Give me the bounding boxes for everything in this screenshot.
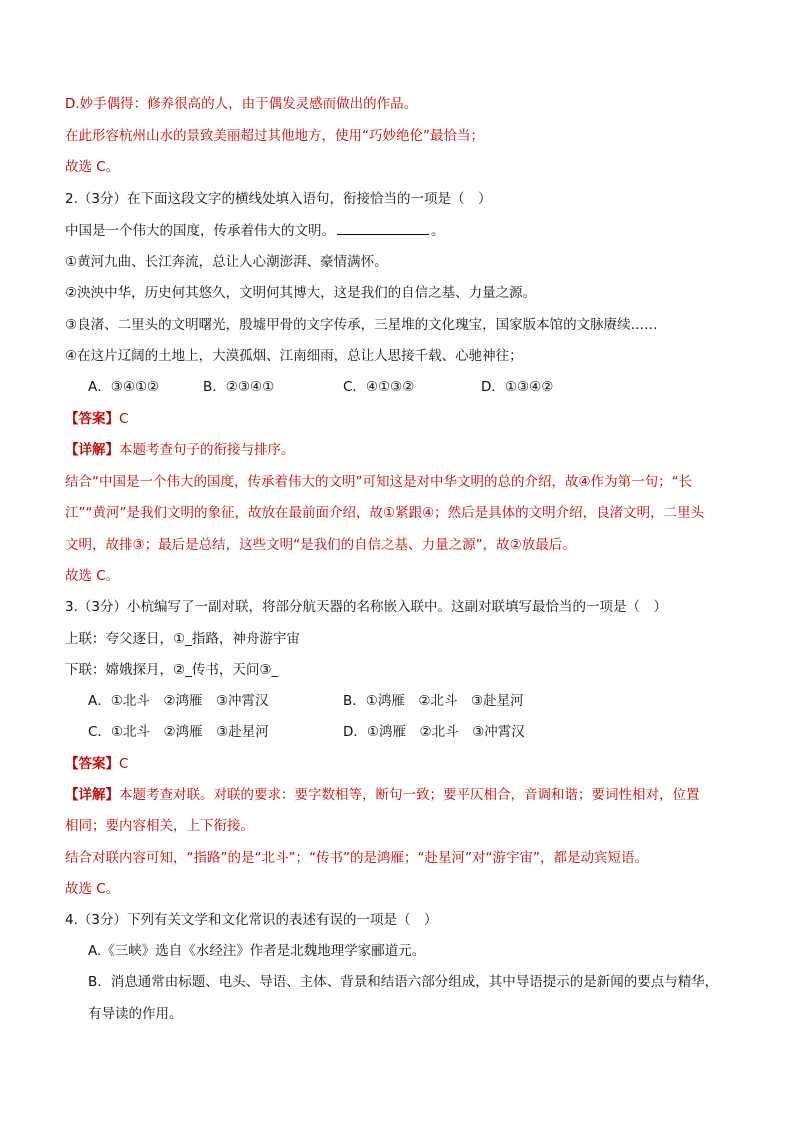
q2-passage-end: 。 (431, 223, 445, 239)
q2-answer-tag: 【答案】 (65, 411, 119, 427)
q2-blank (337, 220, 429, 235)
q2-answer (65, 409, 128, 429)
q2-option-d: D．①③④② (481, 379, 554, 395)
q2-detail-head-text: 本题考查句子的衔接与排序。 (119, 442, 295, 458)
q2-sentence-2: ②泱泱中华，历史何其悠久，文明何其博大，这是我们的自信之基、力量之源。 (65, 285, 537, 301)
q3-detail-2: 相同；要内容相关，上下衔接。 (65, 818, 254, 834)
q3-option-c: C．①北斗 ②鸿雁 ③赴星河 (88, 724, 269, 740)
q4-stem: 4.（3分）下列有关文学和文化常识的表述有误的一项是（ ） (65, 912, 438, 928)
q2-detail-tag: 【详解】 (65, 442, 119, 458)
q2-pick: 故选 C。 (65, 568, 120, 584)
q3-option-a: A．①北斗 ②鸿雁 ③冲霄汉 (88, 693, 269, 709)
q3-option-b: B．①鸿雁 ②北斗 ③赴星河 (343, 693, 524, 709)
q2-option-c: C．④①③② (343, 379, 415, 395)
prev-conclusion: 在此形容杭州山水的景致美丽超过其他地方，使用“巧妙绝伦”最恰当； (65, 128, 484, 144)
q2-sentence-1: ①黄河九曲、长江奔流，总让人心潮澎湃、豪情满怀。 (65, 254, 388, 270)
q2-detail-2: 江”“黄河”是我们文明的象征，故放在最前面介绍，故①紧跟④；然后是具体的文明介绍，良渚文明，二里头 (65, 505, 705, 521)
q2-sentence-4: ④在这片辽阔的土地上，大漠孤烟、江南细雨，总让人思接千载、心驰神往； (65, 348, 523, 364)
q2-detail-3: 文明，故排③；最后是总结，这些文明“是我们的自信之基、力量之源”，故②放最后。 (65, 537, 576, 553)
q3-option-d: D．①鸿雁 ②北斗 ③冲霄汉 (343, 724, 525, 740)
q4-option-a: A.《三峡》选自《水经注》作者是北魏地理学家郦道元。 (88, 943, 426, 959)
q2-detail-1: 结合“中国是一个伟大的国度，传承着伟大的文明”可知这是对中华文明的总的介绍，故④作为第一句；“长 (65, 474, 693, 490)
q3-detail-tag: 【详解】 (65, 787, 119, 803)
q3-stem: 3.（3分）小杭编写了一副对联，将部分航天器的名称嵌入联中。这副对联填写最恰当的一项是（ ） (65, 599, 667, 615)
q2-option-a: A．③④①② (88, 379, 160, 395)
q2-detail-head (65, 440, 295, 460)
q3-detail-1 (65, 785, 700, 805)
q3-upper-couplet: 上联：夸父逐日，①_指路，神舟游宇宙 (65, 631, 300, 647)
q4-option-b-line-2: 有导读的作用。 (88, 1006, 183, 1022)
q2-passage-text: 中国是一个伟大的国度，传承着伟大的文明。 (65, 223, 335, 239)
q2-sentence-3: ③良渚、二里头的文明曙光，殷墟甲骨的文字传承，三星堆的文化瑰宝，国家版本馆的文脉赓续…… (65, 317, 658, 333)
q2-stem: 2.（3分）在下面这段文字的横线处填入语句，衔接恰当的一项是（ ） (65, 191, 492, 207)
q3-pick: 故选 C。 (65, 881, 120, 897)
q2-answer-value: C (119, 411, 129, 427)
q3-answer-tag: 【答案】 (65, 756, 119, 772)
q3-lower-couplet: 下联：嫦娥探月，②_传书，天问③_ (65, 662, 279, 678)
q3-answer (65, 754, 128, 774)
q2-option-b: B．②③④① (203, 379, 275, 395)
q3-answer-value: C (119, 756, 129, 772)
prev-option-d: D.妙手偶得：修养很高的人，由于偶发灵感而做出的作品。 (65, 96, 418, 112)
q3-detail-3: 结合对联内容可知，“指路”的是“北斗”；“传书”的是鸿雁；“赴星河”对“游宇宙”，都是动宾短语。 (65, 850, 648, 866)
q3-detail-1-text: 本题考查对联。对联的要求：要字数相等，断句一致；要平仄相合，音调和谐；要词性相对，位置 (119, 787, 700, 803)
q4-option-b-line-1: B．消息通常由标题、电头、导语、主体、背景和结语六部分组成，其中导语提示的是新闻的要点与精华， (88, 974, 719, 990)
prev-pick: 故选 C。 (65, 159, 120, 175)
q2-passage (65, 220, 445, 241)
